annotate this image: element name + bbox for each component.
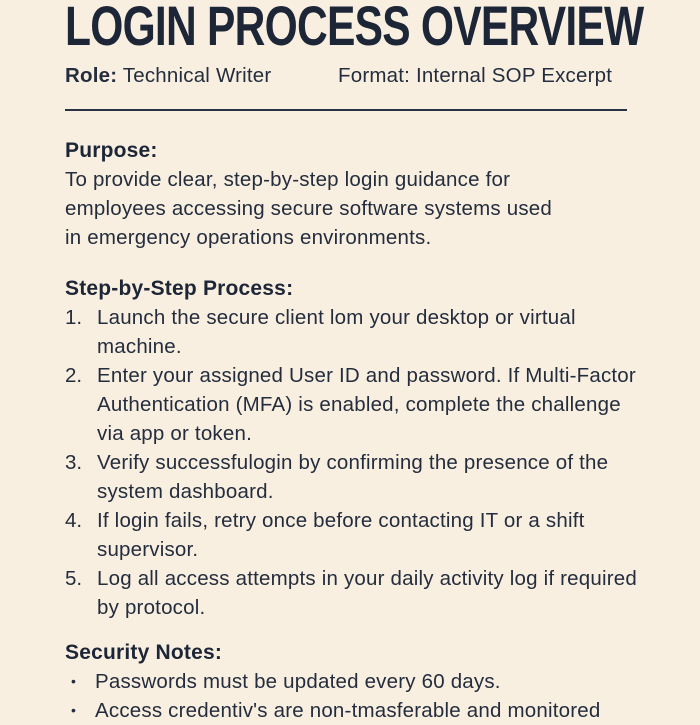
list-item-security-1 <box>65 667 660 696</box>
format-label: Format: <box>338 64 411 87</box>
bullet-marker: • <box>71 702 76 718</box>
bullet-marker: • <box>71 673 76 689</box>
steps-heading: Step-by-Step Process: <box>65 277 294 300</box>
security-note-line: Access credentiv's are non-tmasferable and monitored <box>95 699 601 722</box>
security-notes-heading: Security Notes: <box>65 641 223 664</box>
purpose-paragraph <box>65 165 660 252</box>
paragraph-line: in emergency operations environments. <box>65 226 432 249</box>
meta-format <box>338 64 612 88</box>
role-value: Technical Writer <box>122 64 272 87</box>
section-security-notes <box>65 638 660 725</box>
list-item-step-2 <box>65 361 660 448</box>
step-line: Log all access attempts in your daily activity log if required <box>97 567 637 590</box>
paragraph-line: To provide clear, step-by-step login guidance for <box>65 168 511 191</box>
role-label: Role: <box>65 64 118 87</box>
step-line: system dashboard. <box>97 480 274 503</box>
security-note-line: Passwords must be updated every 60 days. <box>95 670 501 693</box>
step-text <box>97 564 637 622</box>
section-purpose <box>65 136 660 252</box>
step-text <box>97 303 576 361</box>
list-item-step-4 <box>65 506 660 564</box>
step-line: machine. <box>97 335 182 358</box>
paragraph-line: employees accessing secure software systems used <box>65 197 553 220</box>
step-text <box>97 448 608 506</box>
step-line: Verify successfulogin by confirming the presence of the <box>97 451 609 474</box>
meta-role <box>65 64 338 88</box>
format-value: Internal SOP Excerpt <box>415 64 613 87</box>
purpose-heading: Purpose: <box>65 139 158 162</box>
divider <box>65 109 627 111</box>
list-item-step-3 <box>65 448 660 506</box>
step-line: supervisor. <box>97 538 199 561</box>
step-line: via app or token. <box>97 422 252 445</box>
step-number: 2. <box>65 364 83 387</box>
step-number: 4. <box>65 509 83 532</box>
page-title: LOGIN PROCESS OVERVIEW <box>65 0 644 57</box>
step-text <box>97 361 636 448</box>
step-line: Enter your assigned User ID and password. If Multi-Factor <box>97 364 636 387</box>
step-number: 5. <box>65 567 83 590</box>
step-line: Launch the secure client lom your desktop or virtual <box>97 306 576 329</box>
step-line: Authentication (MFA) is enabled, complete the challenge <box>97 393 621 416</box>
meta-row <box>65 64 660 88</box>
step-line: by protocol. <box>97 596 206 619</box>
security-note-text <box>95 696 600 725</box>
security-note-text <box>95 667 501 696</box>
step-number: 1. <box>65 306 83 329</box>
list-item-step-1 <box>65 303 660 361</box>
step-number: 3. <box>65 451 83 474</box>
step-line: If login fails, retry once before contacting IT or a shift <box>97 509 585 532</box>
list-item-step-5 <box>65 564 660 622</box>
list-item-security-2 <box>65 696 660 725</box>
section-steps <box>65 274 660 622</box>
step-text <box>97 506 585 564</box>
